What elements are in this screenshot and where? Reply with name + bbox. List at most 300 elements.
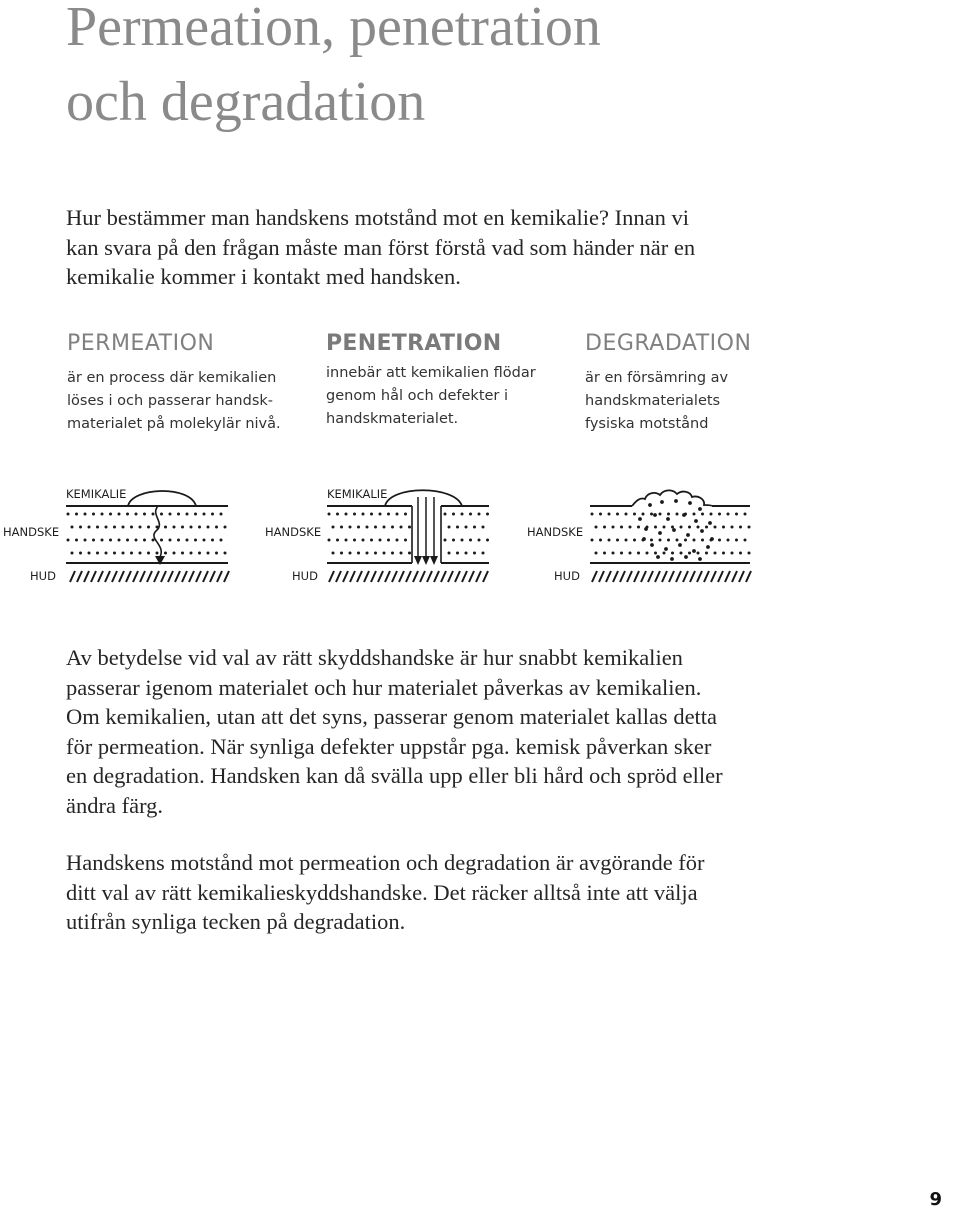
glove-dot [96,526,99,529]
skin-hatch-line [427,571,432,582]
particle [686,533,690,537]
arrow-head [414,556,422,565]
glove-dot [612,526,615,529]
chemical-label: KEMIKALIE [66,487,127,501]
glove-dot [79,526,82,529]
skin-hatch-line [154,571,159,582]
glove-dot [139,526,142,529]
particle [678,543,682,547]
skin-hatch-line [406,571,411,582]
glove-dot [71,552,74,555]
diagrams-svg [0,475,960,595]
glove-dot [663,526,666,529]
diagram-penetration [265,487,489,583]
glove-dot [629,552,632,555]
definition-line: genom hål och defekter i [326,388,509,404]
glove-dot [591,539,594,542]
glove-dot [620,552,623,555]
skin-hatch-line [385,571,390,582]
glove-dot [169,539,172,542]
glove-dot [608,513,611,516]
skin-hatch-line [448,571,453,582]
definition-text [67,367,307,436]
glove-dot [152,513,155,516]
skin-hatch-line [378,571,383,582]
particle [638,517,642,521]
particle [650,543,654,547]
glove-dot [143,513,146,516]
glove-dot [194,513,197,516]
skin-hatch-line [70,571,75,582]
glove-dot [186,513,189,516]
glove-dot [603,552,606,555]
skin-hatch-line [168,571,173,582]
glove-dot [697,552,700,555]
glove-dot [349,552,352,555]
glove-dots [444,513,490,555]
glove-dot [383,526,386,529]
glove-dot [731,552,734,555]
glove-dot [701,513,704,516]
glove-dot [633,539,636,542]
glove-dot [75,513,78,516]
glove-dot [705,526,708,529]
glove-dot [156,552,159,555]
skin-hatch-line [476,571,481,582]
glove-dot [667,513,670,516]
particle [674,499,678,503]
glove-dot [84,513,87,516]
skin-hatch-line [196,571,201,582]
glove-dot [130,526,133,529]
body-line: Handskens motstånd mot permeation och degradation är avgörande för [66,850,705,875]
skin-hatch-line [732,571,737,582]
glove-dot [680,552,683,555]
skin-hatch-line [613,571,618,582]
glove-dot [374,526,377,529]
particle [706,545,710,549]
skin-hatch-line [606,571,611,582]
glove-dot [71,526,74,529]
skin-hatch-line [105,571,110,582]
glove-dot [659,513,662,516]
definition-text [585,367,825,436]
arrow-head [430,556,438,565]
definition-heading: PERMEATION [67,331,215,356]
glove-dots [67,513,227,555]
skin-hatch-line [434,571,439,582]
skin-hatch-line [648,571,653,582]
glove-dot [465,526,468,529]
glove-dot [186,539,189,542]
glove-dot [126,513,129,516]
glove-dot [152,539,155,542]
scattered-particles [638,499,714,561]
glove-dot [203,513,206,516]
glove-dot [400,552,403,555]
glove-dot [461,513,464,516]
particle [694,519,698,523]
particle [664,547,668,551]
particle [710,537,714,541]
page-number: 9 [929,1189,942,1210]
glove-dot [671,552,674,555]
definition-line: är en process där kemikalien [67,370,277,386]
glove-dot [366,552,369,555]
glove-dot [164,552,167,555]
particle [684,555,688,559]
particle [644,527,648,531]
glove-dot [731,526,734,529]
glove-dot [478,513,481,516]
glove-dot [143,539,146,542]
glove-dot [676,513,679,516]
particle [670,557,674,561]
particle [660,500,664,504]
glove-dot [173,526,176,529]
glove-dot [710,513,713,516]
glove-dot [126,539,129,542]
skin-hatch-line [718,571,723,582]
glove-dot [220,513,223,516]
glove-dot [224,552,227,555]
skin-hatch-line [627,571,632,582]
glove-dot [362,539,365,542]
glove-dot [340,552,343,555]
glove-dot [109,513,112,516]
particle [672,528,676,532]
skin-hatch-line [669,571,674,582]
chemical-droplet [385,490,462,506]
glove-dot [366,526,369,529]
glove-dot [680,526,683,529]
glove-dot [625,539,628,542]
glove-dot [599,513,602,516]
glove-dot [379,539,382,542]
glove-dot [722,526,725,529]
glove-dot [135,539,138,542]
body-line: Av betydelse vid val av rätt skyddshandske är hur snabbt kemikalien [66,645,683,670]
glove-dot [370,539,373,542]
glove-dot [469,539,472,542]
definition-line: innebär att kemikalien flödar [326,365,536,381]
particle [648,503,652,507]
glove-dot [207,552,210,555]
title-line-2: och degradation [66,71,426,133]
glove-dot [595,552,598,555]
glove-dot [130,552,133,555]
glove-dot [646,552,649,555]
glove-dot [461,539,464,542]
skin-hatch-line [77,571,82,582]
definition-line: handskmaterialet. [326,411,459,427]
glove-dot [203,539,206,542]
skin-hatch [70,571,229,582]
glove-dot [642,513,645,516]
glove-dot [336,539,339,542]
skin-hatch-line [399,571,404,582]
skin-hatch-line [420,571,425,582]
definition-line: fysiska motstånd [585,416,709,432]
glove-dot [387,513,390,516]
definition-line: är en försämring av [585,370,729,386]
glove-dot [676,539,679,542]
glove-dot [396,513,399,516]
skin-hatch-line [210,571,215,582]
glove-dots [591,513,751,555]
skin-hatch-line [634,571,639,582]
glove-dot [84,539,87,542]
glove-dot [705,552,708,555]
skin-hatch-line [413,571,418,582]
glove-dot [684,539,687,542]
skin-hatch-line [119,571,124,582]
skin-hatch [329,571,488,582]
skin-hatch-line [217,571,222,582]
skin-hatch-line [455,571,460,582]
skin-label: HUD [554,569,580,583]
skin-label: HUD [292,569,318,583]
particle [682,513,686,517]
glove-dot [122,552,125,555]
body-paragraph-2 [66,848,936,937]
glove-dot [637,526,640,529]
skin-hatch-line [336,571,341,582]
particle [658,531,662,535]
glove-dot [147,552,150,555]
skin-hatch-line [746,571,751,582]
particle [700,529,704,533]
particle [656,555,660,559]
glove-dot [75,539,78,542]
glove-dot [744,513,747,516]
glove-dot [105,526,108,529]
skin-hatch-line [469,571,474,582]
glove-dot [207,526,210,529]
glove-dot [486,539,489,542]
definition-line: handskmaterialets [585,393,721,409]
intro-paragraph [66,203,926,292]
skin-hatch-line [161,571,166,582]
glove-dot [88,552,91,555]
intro-line: kemikalie kommer i kontakt med handsken. [66,264,461,289]
glove-dot [190,526,193,529]
body-line: ditt val av rätt kemikalieskyddshandske. Det räcker alltså inte att välja [66,879,698,905]
glove-dot [620,526,623,529]
glove-dot [452,539,455,542]
particle [688,501,692,505]
glove-dot [693,539,696,542]
diagram-degradation [527,490,751,583]
glove-dot [194,539,197,542]
glove-dot [101,513,104,516]
definition-heading: PENETRATION [326,331,502,356]
glove-dot [637,552,640,555]
glove-dot [693,513,696,516]
glove-dot [198,552,201,555]
arrow-head [422,556,430,565]
glove-label: HANDSKE [265,525,322,539]
skin-hatch-line [441,571,446,582]
glove-dot [177,513,180,516]
definition-line: materialet på molekylär nivå. [67,416,281,432]
glove-dot [139,552,142,555]
skin-hatch-line [392,571,397,582]
glove-dot [739,552,742,555]
skin-hatch-line [704,571,709,582]
skin-hatch [592,571,751,582]
glove-dot [105,552,108,555]
skin-hatch-line [343,571,348,582]
glove-dot [328,539,331,542]
glove-dot [748,526,751,529]
glove-dot [353,539,356,542]
skin-hatch-line [189,571,194,582]
skin-hatch-line [98,571,103,582]
definition-line: löses i och passerar handsk- [67,393,274,409]
glove-dot [663,552,666,555]
glove-dot [456,552,459,555]
glove-dot [650,513,653,516]
glove-dot [714,526,717,529]
glove-dot [456,526,459,529]
particle [698,507,702,511]
skin-hatch-line [203,571,208,582]
skin-hatch-line [84,571,89,582]
glove-dot [408,552,411,555]
glove-dot [92,513,95,516]
glove-dot [727,539,730,542]
glove-dot [340,526,343,529]
skin-hatch-line [662,571,667,582]
glove-dot [67,513,70,516]
glove-dot [391,552,394,555]
glove-dot [215,552,218,555]
skin-hatch-line [147,571,152,582]
glove-dot [714,552,717,555]
glove-label: HANDSKE [527,525,584,539]
body-line: en degradation. Handsken kan då svälla upp eller bli hård och spröd eller [66,763,723,788]
skin-hatch-line [357,571,362,582]
glove-dot [482,552,485,555]
glove-dot [135,513,138,516]
glove-dot [379,513,382,516]
particle [698,557,702,561]
glove-dot [211,539,214,542]
glove-dot [220,539,223,542]
particle [653,513,657,517]
glove-dot [452,513,455,516]
glove-dot [727,513,730,516]
skin-hatch-line [140,571,145,582]
glove-dot [349,526,352,529]
skin-hatch-line [364,571,369,582]
glove-dot [404,513,407,516]
skin-hatch-line [126,571,131,582]
particle [666,517,670,521]
glove-dot [654,552,657,555]
glove-dot [612,552,615,555]
glove-dot [374,552,377,555]
glove-dot [164,526,167,529]
intro-line: Hur bestämmer man handskens motstånd mot en kemikalie? Innan vi [66,205,689,230]
glove-dot [215,526,218,529]
definition-degradation [585,330,825,436]
glove-dot [345,513,348,516]
skin-label: HUD [30,569,56,583]
glove-dot [88,526,91,529]
page-title [66,0,926,152]
glove-dot [408,526,411,529]
glove-dot [160,539,163,542]
glove-dot [92,539,95,542]
glove-dot [118,539,121,542]
glove-dot [177,539,180,542]
particle [692,549,696,553]
glove-dot [671,526,674,529]
glove-dot [211,513,214,516]
glove-dot [181,552,184,555]
glove-dot [473,526,476,529]
glove-dot [190,552,193,555]
glove-dot [147,526,150,529]
glove-dot [486,513,489,516]
skin-hatch-line [655,571,660,582]
glove-dot [444,513,447,516]
glove-dot [748,552,751,555]
glove-dot [473,552,476,555]
particle [642,537,646,541]
skin-hatch-line [91,571,96,582]
glove-dot [633,513,636,516]
glove-dot [224,526,227,529]
diagram-permeation [3,487,229,583]
skin-hatch-line [462,571,467,582]
glove-dot [370,513,373,516]
glove-label: HANDSKE [3,525,60,539]
glove-dot [482,526,485,529]
intro-line: kan svara på den frågan måste man först förstå vad som händer när en [66,234,696,260]
skin-hatch-line [683,571,688,582]
glove-dot [616,513,619,516]
glove-dot [478,539,481,542]
skin-hatch-line [690,571,695,582]
glove-dot [113,552,116,555]
skin-hatch-line [620,571,625,582]
skin-hatch-line [483,571,488,582]
glove-dot [181,526,184,529]
glove-dot [404,539,407,542]
glove-dot [444,539,447,542]
glove-dot [654,526,657,529]
glove-dot [650,539,653,542]
glove-dot [96,552,99,555]
skin-hatch-line [133,571,138,582]
glove-dot [387,539,390,542]
glove-dot [101,539,104,542]
title-line-1: Permeation, penetration [66,0,601,58]
glove-dot [113,526,116,529]
body-line: ändra färg. [66,792,164,818]
skin-hatch-line [725,571,730,582]
diagrams [0,475,960,595]
glove-dot [391,526,394,529]
glove-dot [353,513,356,516]
glove-dot [735,539,738,542]
glove-dot [332,552,335,555]
skin-hatch-line [329,571,334,582]
glove-dot [603,526,606,529]
